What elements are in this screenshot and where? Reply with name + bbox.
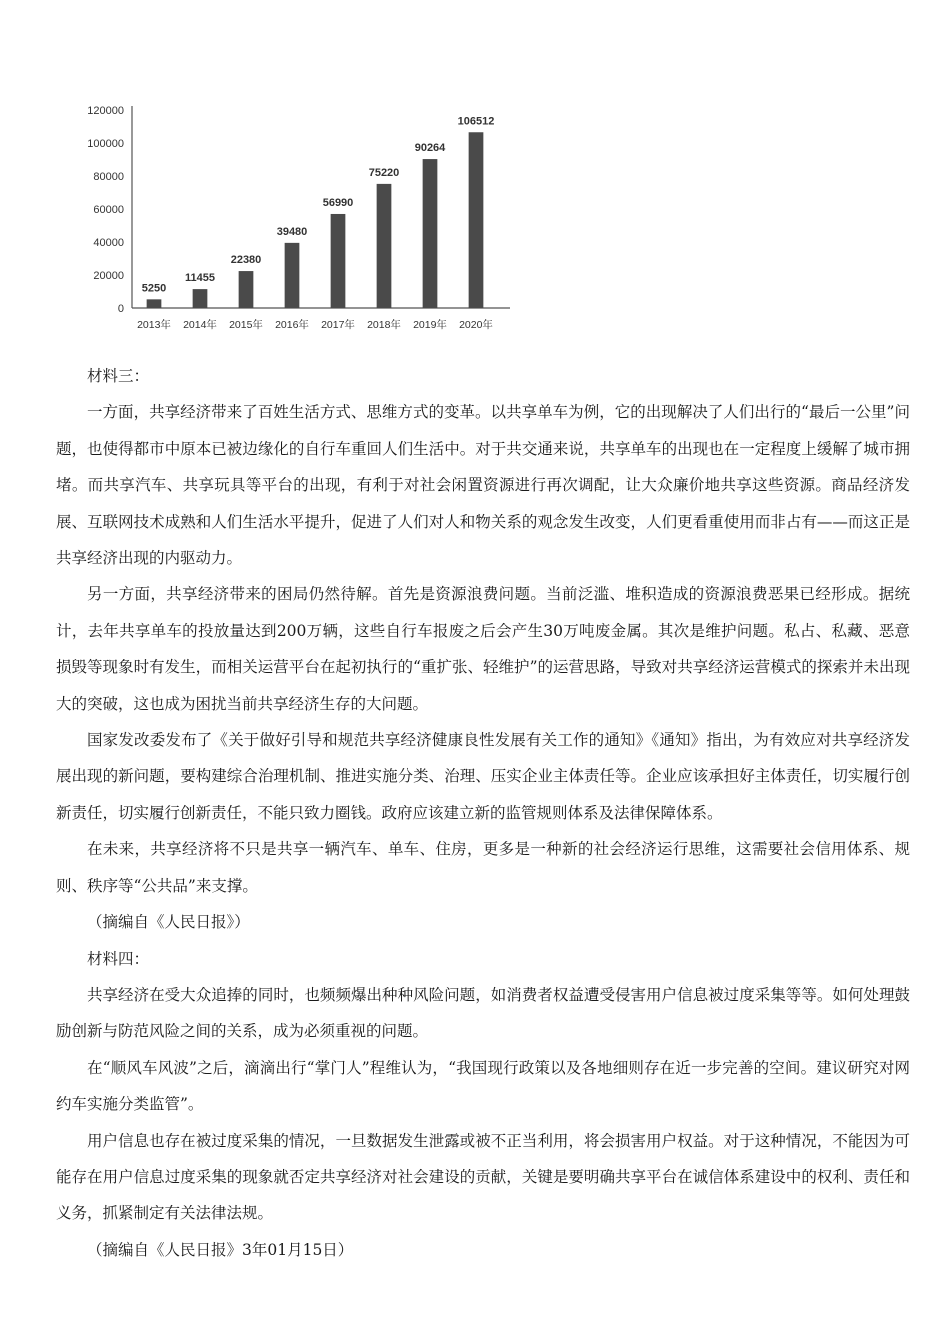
y-tick-label: 80000 [93, 171, 124, 183]
material-3-label: 材料三： [87, 367, 150, 385]
x-tick-label: 2015年 [229, 319, 263, 331]
material-4-source: （摘编自《人民日报》3年01月15日） [87, 1240, 354, 1259]
x-tick-label: 2014年 [183, 319, 217, 331]
bar-value-label: 11455 [185, 272, 215, 285]
y-tick-label: 40000 [93, 237, 124, 249]
x-tick-label: 2020年 [459, 319, 493, 331]
bar [193, 289, 208, 308]
material-3-paragraph-2: 另一方面，共享经济带来的困局仍然待解。首先是资源浪费问题。当前泛滥、堆积造成的资源浪费恶果已经形成。据统计，去年共享单车的投放量达到200万辆，这些自行车报废之后会产生30万吨废金属。其次是维护问题。私占、私藏、恶意损毁等现象时有发生，而相关运营平台在起初执行的“重扩张、轻维护”的运营思路，导致对共享经济运营模式的探索并未出现大的突破，这也成为困扰当前共享经济生存的大问题。 [56, 585, 910, 713]
bar [285, 243, 300, 308]
material-3-paragraph-3: 国家发改委发布了《关于做好引导和规范共享经济健康良性发展有关工作的通知》《通知》指出，为有效应对共享经济发展出现的新问题，要构建综合治理机制、推进实施分类、治理、压实企业主体责任等。企业应该承担好主体责任，切实履行创新责任，切实履行创新责任，不能只致力圈钱。政府应该建立新的监管规则体系及法律保障体系。 [56, 731, 910, 822]
y-tick-label: 0 [117, 303, 124, 315]
bar-value-label: 56990 [322, 196, 354, 209]
x-tick-label: 2017年 [321, 319, 355, 331]
bar [147, 299, 162, 308]
bar [239, 271, 254, 308]
material-4-label: 材料四： [87, 949, 150, 968]
bar-value-label: 90264 [414, 142, 446, 155]
material-3-paragraph-4: 在未来，共享经济将不只是共享一辆汽车、单车、住房，更多是一种新的社会经济运行思维，这需要社会信用体系、规则、秩序等“公共品”来支撑。 [56, 840, 910, 895]
y-tick-label: 60000 [93, 204, 124, 216]
material-4-paragraph-2: 在“顺风车风波”之后，滴滴出行“掌门人”程维认为，“我国现行政策以及各地细则存在近一步完善的空间。建议研究对网约车实施分类监管”。 [56, 1058, 910, 1114]
article-body [56, 358, 910, 1268]
x-tick-label: 2016年 [275, 319, 309, 331]
bar [469, 132, 484, 308]
x-tick-label: 2013年 [137, 319, 171, 331]
bar-chart [80, 98, 520, 343]
bar-value-label: 22380 [230, 254, 262, 267]
y-tick-label: 20000 [93, 270, 124, 282]
x-tick-label: 2019年 [413, 319, 447, 331]
bar-value-label: 5250 [141, 282, 167, 295]
material-3-source: （摘编自《人民日报》） [87, 913, 250, 932]
material-4-paragraph-3: 用户信息也存在被过度采集的情况，一旦数据发生泄露或被不正当利用，将会损害用户权益。对于这种情况，不能因为可能存在用户信息过度采集的现象就否定共享经济对社会建设的贡献，关键是要明确共享平台在诚信体系建设中的权利、责任和义务，抓紧制定有关法律法规。 [56, 1131, 910, 1223]
bar [423, 159, 438, 308]
x-tick-label: 2018年 [367, 319, 401, 331]
y-tick-label: 120000 [87, 105, 124, 117]
material-4-paragraph-1: 共享经济在受大众追捧的同时，也频频爆出种种风险问题，如消费者权益遭受侵害用户信息被过度采集等等。如何处理鼓励创新与防范风险之间的关系，成为必须重视的问题。 [56, 985, 910, 1041]
bar-value-label: 106512 [457, 115, 495, 128]
material-3-paragraph-1: 一方面，共享经济带来了百姓生活方式、思维方式的变革。以共享单车为例，它的出现解决了人们出行的“最后一公里”问题，也使得都市中原本已被边缘化的自行车重回人们生活中。对于共交通来说，共享单车的出现也在一定程度上缓解了城市拥堵。而共享汽车、共享玩具等平台的出现，有利于对社会闲置资源进行再次调配，让大众廉价地共享这些资源。商品经济发展、互联网技术成熟和人们生活水平提升，促进了人们对人和物关系的观念发生改变，人们更看重使用而非占有——而这正是共享经济出现的内驱动力。 [56, 403, 910, 568]
y-tick-label: 100000 [87, 138, 124, 150]
bar [377, 184, 392, 308]
bar-value-label: 75220 [368, 166, 400, 179]
bar [331, 214, 346, 308]
bar-value-label: 39480 [276, 225, 308, 238]
